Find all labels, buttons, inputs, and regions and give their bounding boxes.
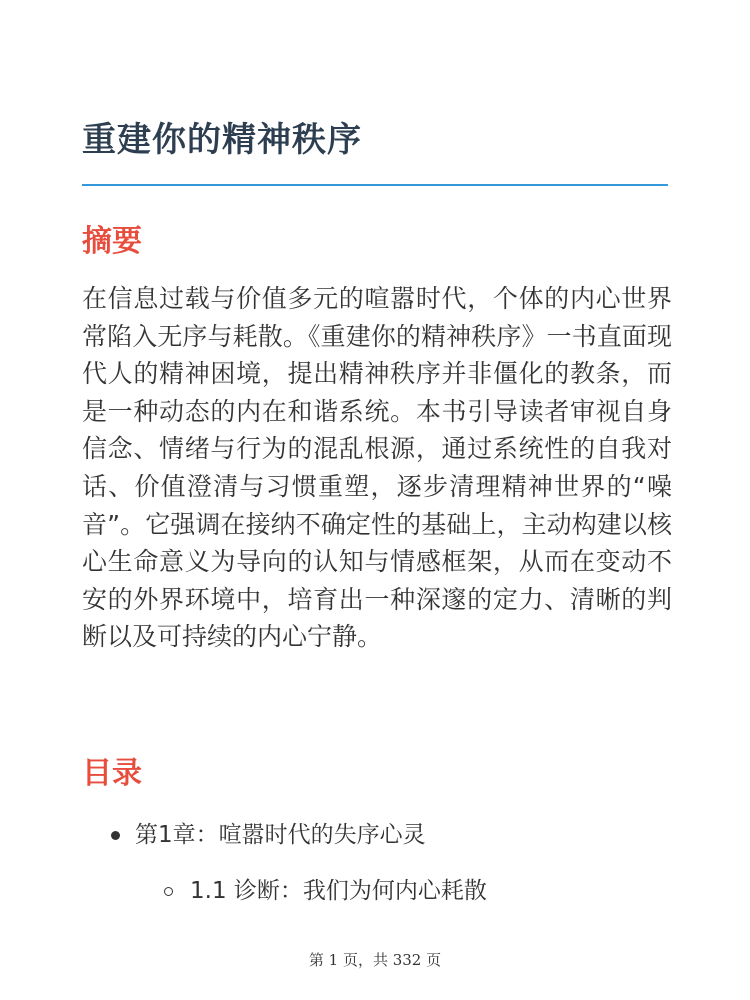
bullet-disc-icon (111, 831, 120, 840)
abstract-paragraph: 在信息过载与价值多元的喧嚣时代，个体的内心世界常陷入无序与耗散。《重建你的精神秩序》一书直面现代人的精神困境，提出精神秩序并非僵化的教条，而是一种动态的内在和谐系统。本书引导读者审视自身信念、情绪与行为的混乱根源，通过系统性的自我对话、价值澄清与习惯重塑，逐步清理精神世界的“噪音”。它强调在接纳不确定性的基础上，主动构建以核心生命意义为导向的认知与情感框架，从而在变动不安的外界环境中，培育出一种深邃的定力、清晰的判断以及可持续的内心宁静。 (82, 284, 672, 652)
toc-item-chapter-1 (82, 815, 672, 855)
toc-list (82, 815, 672, 911)
title-divider (82, 184, 668, 186)
toc-item-label: 第1章：喧嚣时代的失序心灵 (135, 822, 426, 848)
toc-item-label: 1.1 诊断：我们为何内心耗散 (190, 878, 487, 904)
toc-heading: 目录 (82, 756, 142, 791)
page-footer: 第 1 页，共 332 页 (308, 951, 442, 969)
document-title: 重建你的精神秩序 (82, 120, 362, 160)
toc-item-section-1-1 (82, 871, 672, 911)
bullet-circle-icon (164, 887, 173, 896)
abstract-heading: 摘要 (82, 224, 142, 259)
